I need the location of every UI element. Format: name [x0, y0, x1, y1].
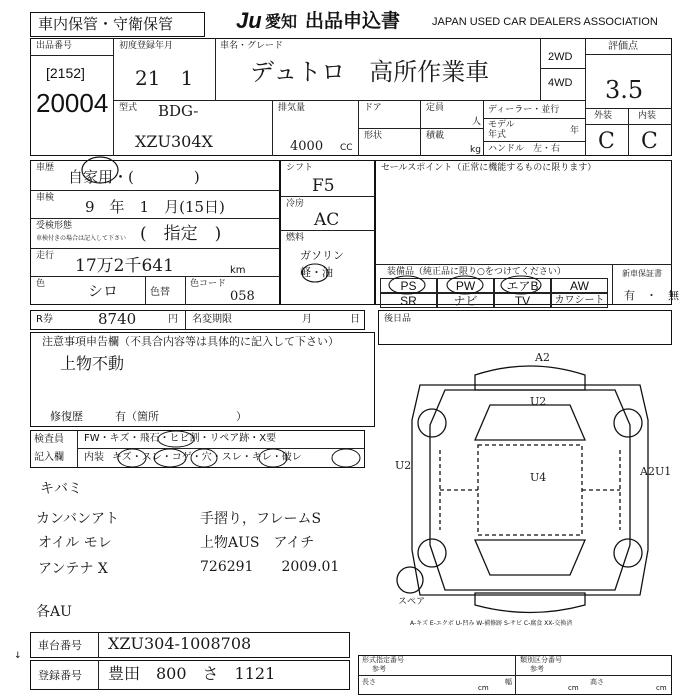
color-label: 色: [36, 279, 46, 289]
car-damage-diagram: [380, 345, 680, 625]
after-delivery-block: [378, 310, 672, 345]
aircon-value: AC: [314, 210, 340, 230]
height-label: 高さ: [590, 678, 604, 686]
damage-mark-u2-left: U2: [395, 459, 412, 472]
sales-point-label: セールスポイント（正常に機能するものに限ります）: [381, 163, 597, 173]
damage-mark-a2u1-right: A2U1: [640, 465, 672, 478]
capacity-unit: 人: [472, 117, 482, 127]
remark-1: キバミ: [40, 481, 82, 497]
grade-label: 評価点: [608, 41, 638, 52]
model-type-line1: BDG-: [158, 102, 199, 120]
displacement-value: 4000: [290, 139, 324, 154]
after-delivery-label: 後日品: [384, 314, 412, 324]
ju-logo-mark: Ju: [236, 8, 262, 33]
receipt-value: ( 指定 ): [140, 224, 222, 244]
damage-mark-a2-top: A2: [535, 351, 550, 364]
inspector-label-2: 記入欄: [34, 452, 64, 463]
grade-ext-value: C: [598, 129, 615, 154]
deadline-day: 日: [350, 314, 360, 325]
mileage-unit: km: [230, 265, 246, 276]
remark-3: オイル モレ: [38, 535, 112, 551]
ju-logo-text: 愛知: [265, 12, 298, 31]
width-label: 幅: [505, 678, 512, 686]
deadline-month: 月: [302, 314, 312, 325]
inspector-row2-label: 内装: [84, 452, 104, 463]
equipment-navi: ナビ: [437, 293, 494, 308]
remark-4: アンテナ X: [38, 561, 108, 577]
lot-number: 20004: [36, 88, 109, 118]
spare-label: スペア: [398, 597, 426, 607]
capacity-label: 定員: [426, 103, 445, 113]
header-left-title: 車内保管・守衛保管: [38, 15, 174, 33]
recycle-label: R券: [36, 314, 53, 325]
length-label: 長さ: [362, 678, 376, 686]
equipment-circle-marks: [385, 274, 545, 296]
repair-history-value: 有（箇所 ）: [115, 410, 247, 423]
name-change-deadline-label: 名変期限: [192, 314, 232, 325]
remark-2-value: 手摺り，フレームS: [200, 511, 322, 527]
fuel-value: ガソリン 軽・油: [300, 250, 344, 279]
notes-label: 注意事項申告欄（不具合内容等は具体的に記入して下さい）: [42, 335, 339, 348]
history-value: 自家用・( ): [68, 168, 200, 186]
color-value: シロ: [88, 282, 119, 300]
remark-4-value: 726291 2009.01: [200, 559, 340, 575]
model-name-value: デュトロ 高所作業車: [250, 58, 490, 86]
registration-number-label: 登録番号: [38, 669, 82, 682]
shape-label: 形状: [364, 131, 383, 141]
grade-int-label: 内装: [638, 111, 657, 121]
type-ref: 参考: [372, 665, 386, 673]
color-code-value: 058: [230, 289, 255, 304]
history-label: 車歴: [36, 163, 55, 173]
equipment-sr: SR: [380, 293, 437, 308]
inspection-value: 9 年 1 月(15日): [85, 198, 225, 216]
inspector-label-1: 検査員: [34, 434, 64, 445]
lot-code: [2152]: [46, 65, 85, 81]
equipment-leather-seat: カワシート: [551, 293, 608, 308]
association-name: JAPAN USED CAR DEALERS ASSOCIATION: [432, 16, 658, 28]
shift-label: シフト: [286, 163, 314, 173]
model-type-line2: XZU304X: [135, 132, 213, 151]
classification-label: 類別区分番号: [520, 656, 562, 664]
doors-label: ドア: [364, 103, 382, 113]
model-type-label: 型式: [119, 103, 138, 113]
classification-ref: 参考: [530, 665, 544, 673]
dealer-handle: ハンドル 左・右: [488, 144, 561, 154]
chassis-value: XZU304-1008708: [108, 634, 252, 653]
height-cm: cm: [656, 684, 667, 692]
load-unit: kg: [470, 145, 481, 155]
chassis-label: 車台番号: [38, 639, 82, 652]
inspector-row1: FW・キズ・飛石・ヒビ割・リペア跡・X要: [84, 433, 277, 444]
recycle-unit: 円: [168, 314, 178, 325]
equipment-aw: AW: [551, 278, 608, 293]
drive-2wd: 2WD: [548, 51, 573, 63]
remark-2: カンバンアト: [36, 511, 120, 527]
dealer-model-year: モデル 年式: [488, 120, 515, 140]
type-designation-label: 形式指定番号: [362, 656, 404, 664]
equipment-tv: TV: [494, 293, 551, 308]
sheet-title: 出品申込書: [305, 10, 401, 32]
damage-legend: A-キズ E-エクボ U-凹み W-補修跡 S-サビ C-腐食 XX-交換済: [410, 620, 573, 627]
grade-ext-label: 外装: [594, 111, 613, 121]
color-code-label: 色コード: [190, 279, 227, 289]
margin-arrow-mark: ↓: [14, 651, 22, 661]
displacement-unit: CC: [340, 143, 353, 153]
dealer-year-unit: 年: [570, 126, 580, 136]
equipment-label: 装備品（純正品に限り○をつけてください）: [387, 267, 566, 277]
load-label: 積載: [426, 131, 445, 141]
aircon-label: 冷房: [286, 199, 305, 209]
model-name-label: 車名・グレード: [220, 41, 284, 51]
remark-3-value: 上物AUS アイチ: [200, 535, 315, 551]
fuel-circle-mark: [300, 262, 330, 284]
warranty-options: 有 ・ 無: [624, 289, 679, 302]
fuel-label: 燃料: [286, 233, 305, 243]
displacement-label: 排気量: [278, 103, 306, 113]
receipt-label: 受検形態: [36, 221, 73, 231]
warranty-label: 新車保証書: [622, 269, 662, 278]
history-circle-mark: [80, 155, 120, 185]
damage-mark-u2-top: U2: [530, 395, 547, 408]
inspector-circle-marks: [118, 430, 378, 470]
shift-value: F5: [312, 176, 335, 196]
equipment-ps: PS: [380, 278, 437, 293]
registration-value: 21 1: [135, 66, 194, 90]
top-info-block: [30, 38, 672, 156]
receipt-note: 車検付きの場合は記入して下さい: [36, 235, 127, 242]
grade-value: 3.5: [605, 76, 644, 104]
dealer-label: ディーラー・並行: [488, 105, 560, 115]
registration-number-value: 豊田 800 さ 1121: [108, 664, 276, 683]
lot-label: 出品番号: [36, 41, 73, 51]
mileage-label: 走行: [36, 251, 55, 261]
length-cm: cm: [478, 684, 489, 692]
inspector-row2: キズ・スレ・コゲ・穴・スレ・キレ・破レ: [112, 452, 302, 463]
mileage-value: 17万2千641: [75, 256, 174, 276]
equipment-airbag: エアB: [494, 278, 551, 293]
registration-label: 初度登録年月: [119, 41, 174, 51]
color-change-label: 色替: [150, 287, 170, 298]
drive-4wd: 4WD: [548, 77, 573, 89]
damage-mark-u4: U4: [530, 471, 547, 484]
recycle-value: 8740: [98, 310, 137, 328]
width-cm: cm: [568, 684, 579, 692]
grade-int-value: C: [641, 129, 658, 154]
repair-history-label: 修復歴: [50, 410, 83, 423]
equipment-pw: PW: [437, 278, 494, 293]
inspection-label: 車検: [36, 193, 55, 203]
notes-line1: 上物不動: [60, 354, 125, 373]
remark-5: 各AU: [36, 604, 72, 620]
